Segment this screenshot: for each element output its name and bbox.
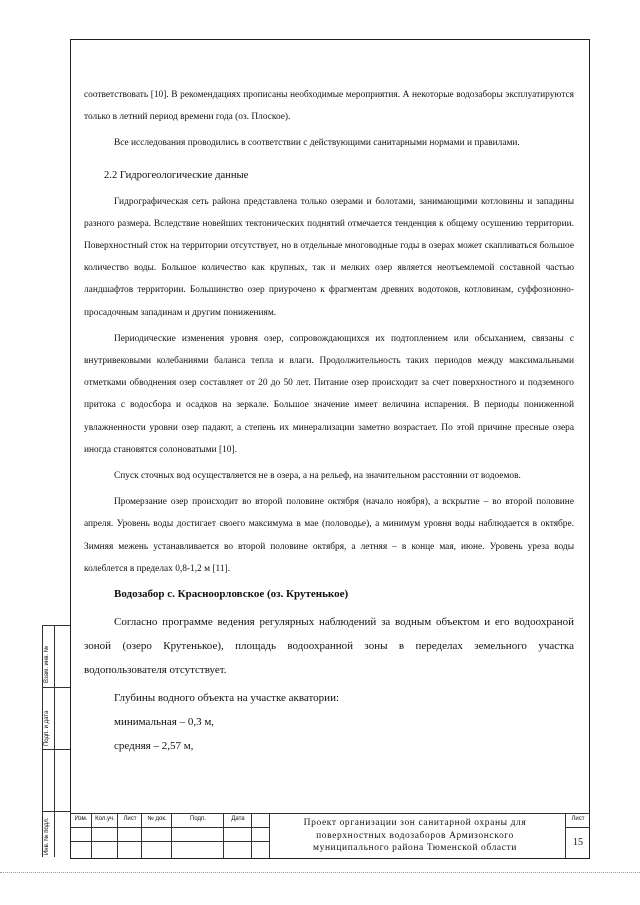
header-doc-number: № док. [147,816,167,822]
paragraph: Периодические изменения уровня озер, сопровождающихся их подтоплением или обсыханием, связаны с внутривековыми колебаниями баланса тепла и влаги. Продолжительность таких периодов между максимальными отметками обводнения озер составляет от 20 до 50 лет. Питание озер происходит за счет поверхностного и подземного притока с водосбора и осадков на зеркале. Большое значение имеет величина испарения. В периоды пониженной увлажненности уровни озер падают, а степень их минерализации заметно возрастает. По этой причине пресные озера иногда становятся солоноватыми [10]. [84,333,574,455]
paragraph: Все исследования проводились в соответствии с действующими санитарными нормами и правилами. [114,138,520,149]
title-line: Проект организации зон санитарной охраны для [303,818,527,828]
paragraph: соответствовать [10]. В рекомендациях прописаны необходимые мероприятия. А некоторые водозаборы эксплуатируются только в летний период времени года (оз. Плоское). [84,90,574,123]
header-count: Кол.уч. [95,816,115,822]
document-body [84,84,574,758]
header-change: Изм. [74,816,88,822]
paragraph: Гидрографическая сеть района представлена только озерами и болотами, занимающими котловины и западины разного размера. Вследствие новейших тектонических поднятий отмечается тенденция к общему осушению территории. Поверхностный сток на территории отсутствует, но в отдельные многоводные годы в озерах может скапливаться большое количество воды. Большое количество как крупных, так и мелких озер является неотъемлемой составной частью ландшафтов территории. Большинство озер приурочено к фрагментам древних водотоков, котловинам, суффозионно-просадочным западинам и другим понижениям. [84,196,574,318]
title-line: муниципального района Тюменской области [313,843,517,853]
header-date: Дата [231,816,245,822]
document-title [270,817,560,855]
sheet-number: 15 [573,837,583,848]
paragraph: Согласно программе ведения регулярных наблюдений за водным объектом и его водоохраной зоной (озеро Крутенькое), площадь водоохранной зоны в переделах земельного участка водопользователя отсутствует. [84,616,574,677]
binding-strip [42,625,70,857]
page-edge-rule [0,872,640,873]
strip-label-inventory: Инв. № подл. [44,817,50,855]
title-block [70,813,590,859]
strip-label-signature: Подп. и дата [44,710,50,746]
section-heading: 2.2 Гидрогеологические данные [104,169,249,181]
title-line: поверхностных водозаборов Армизонского [316,830,514,841]
paragraph: Промерзание озер происходит во второй половине октября (начало ноября), а вскрытие – во второй половине апреля. Уровень воды достигает своего максимума в мае (половодье), а минимум уровня воды наблюдается в октябре. Зимняя межень устанавливается во второй половине октября, а летняя – в конце мая, июне. Уровень уреза воды колеблется в пределах 0,8-1,2 м [11]. [84,497,574,574]
paragraph: Спуск сточных вод осуществляется не в озера, а на рельеф, на значительном расстоянии от водоемов. [114,471,521,482]
strip-label-replaced: Взам. инв. № [44,645,50,683]
header-sheet: Лист [123,816,137,822]
list-item: средняя – 2,57 м, [114,740,194,753]
sheet-label: Лист [571,816,585,822]
subsection-heading: Водозабор с. Красноорловское (оз. Крутенькое) [114,588,349,601]
header-signature: Подп. [190,816,206,822]
list-item: минимальная – 0,3 м, [114,716,215,729]
paragraph: Глубины водного объекта на участке акватории: [114,692,340,705]
